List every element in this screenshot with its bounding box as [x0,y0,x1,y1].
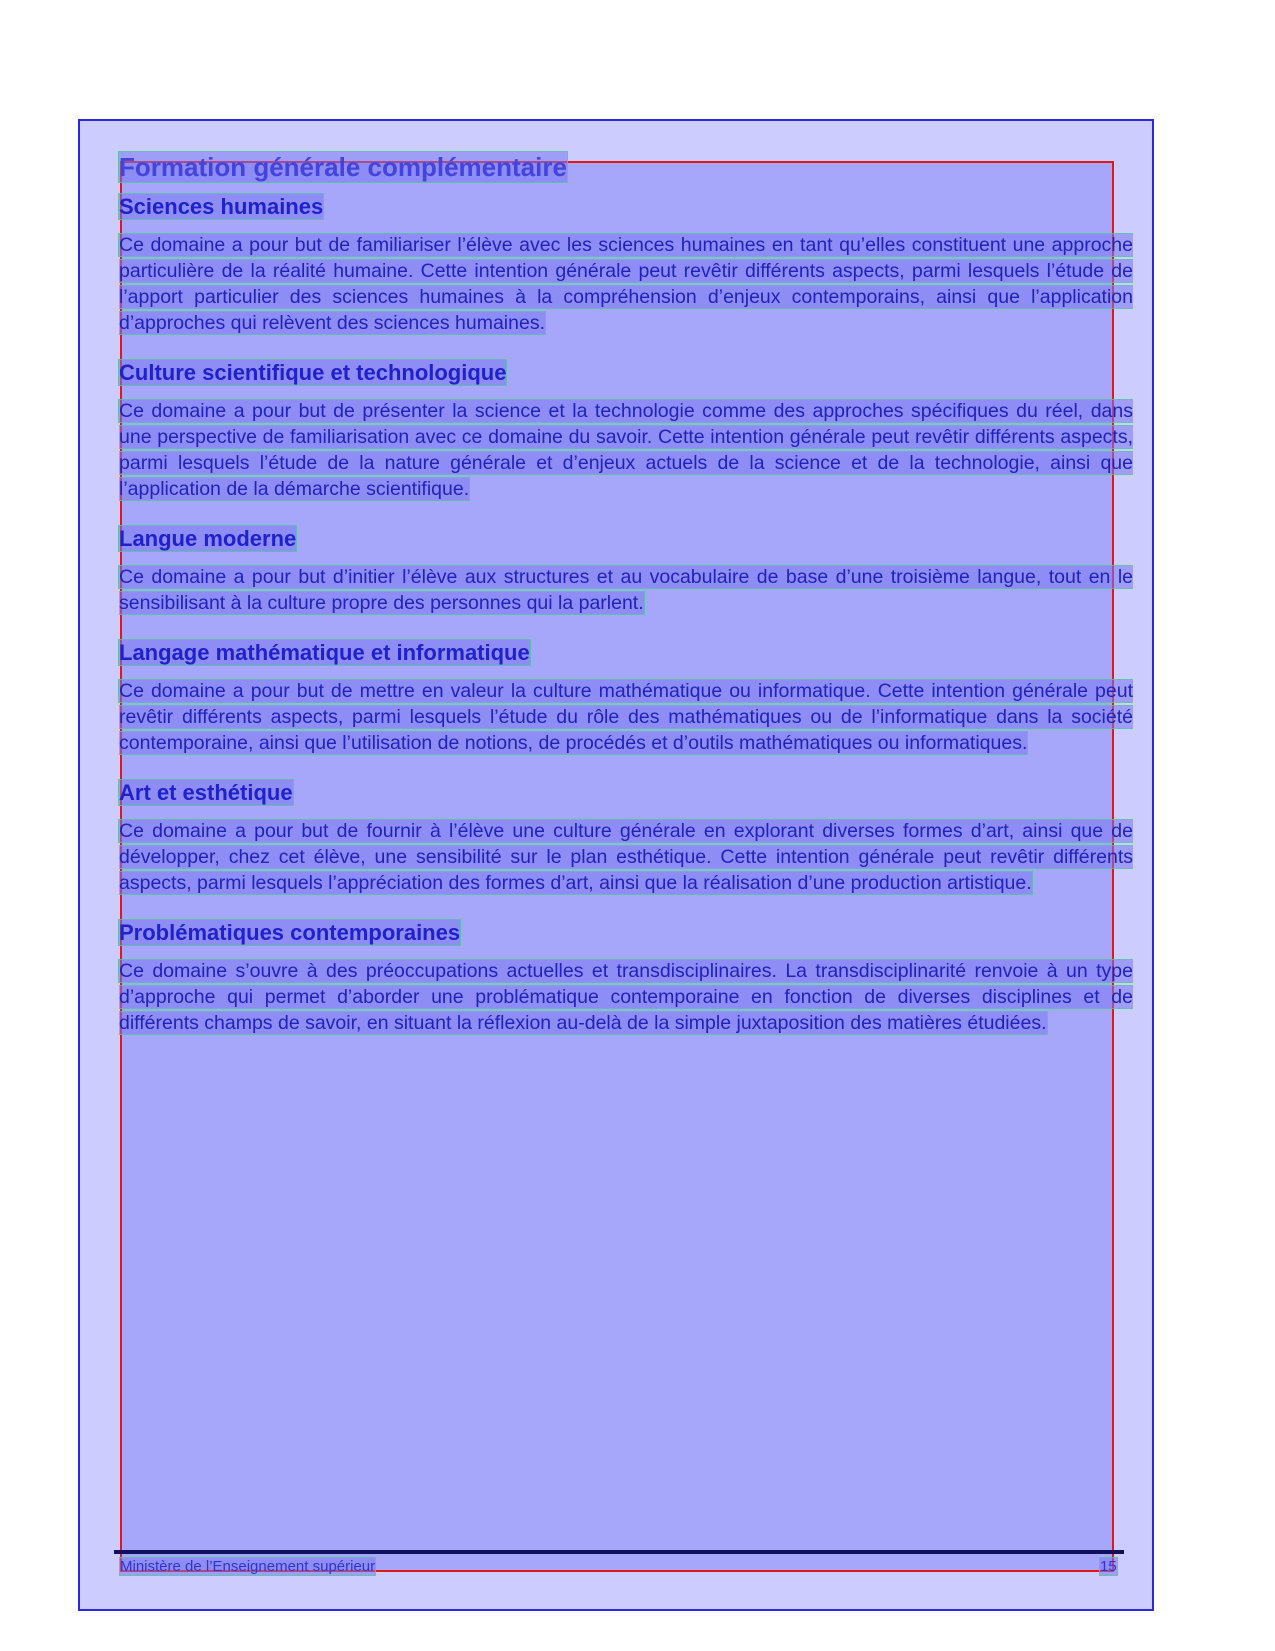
section-heading [119,918,1133,948]
section-body [119,958,1133,1036]
document-title-text: Formation générale complémentaire [119,152,567,182]
section-langue-moderne [119,524,1133,616]
section-heading [119,524,1133,554]
section-body [119,398,1133,502]
page-number [1100,1558,1117,1575]
document-content [119,150,1133,1036]
section-body [119,818,1133,896]
section-heading [119,778,1133,808]
section-body-text: Ce domaine a pour but de présenter la science et la technologie comme des approches spécifiques du réel, dans une perspective de familiarisation avec ce domaine du savoir. Cette intention générale peut revêtir différents aspects, parmi lesquels l’étude de la nature générale et d’enjeux actuels de la science et de la technologie, ainsi que l’application de la démarche scientifique. [119,400,1133,500]
footer-ministry-text: Ministère de l’Enseignement supérieur [120,1558,376,1575]
section-body-text: Ce domaine a pour but d’initier l’élève aux structures et au vocabulaire de base d’une troisième langue, tout en le sensibilisant à la culture propre des personnes qui la parlent. [119,566,1133,614]
document-title [119,150,1133,184]
section-heading [119,358,1133,388]
section-heading-text: Culture scientifique et technologique [119,360,507,385]
section-heading [119,192,1133,222]
section-heading [119,638,1133,668]
section-art-esthetique [119,778,1133,896]
footer-ministry [120,1558,375,1575]
section-langage-mathematique [119,638,1133,756]
section-body [119,678,1133,756]
section-body-text: Ce domaine a pour but de mettre en valeur la culture mathématique ou informatique. Cette intention générale peut revêtir différents aspects, parmi lesquels l’étude du rôle des mathématiques ou de l’informatique dans la société contemporaine, ainsi que l’utilisation de notions, de procédés et d’outils mathématiques ou informatiques. [119,680,1133,754]
section-heading-text: Art et esthétique [119,780,293,805]
section-sciences-humaines [119,192,1133,336]
section-body [119,564,1133,616]
section-problematiques [119,918,1133,1036]
section-body-text: Ce domaine a pour but de fournir à l’élève une culture générale en explorant diverses formes d’art, ainsi que de développer, chez cet élève, une sensibilité sur le plan esthétique. Cette intention générale peut revêtir différents aspects, parmi lesquels l’appréciation des formes d’art, ainsi que la réalisation d’une production artistique. [119,820,1133,894]
section-heading-text: Sciences humaines [119,194,324,219]
section-body-text: Ce domaine a pour but de familiariser l’élève avec les sciences humaines en tant qu’elles constituent une approche particulière de la réalité humaine. Cette intention générale peut revêtir différents aspects, parmi lesquels l’étude de l’apport particulier des sciences humaines à la compréhension d’enjeux contemporains, ainsi que l’application d’approches qui relèvent des sciences humaines. [119,234,1133,334]
section-heading-text: Langage mathématique et informatique [119,640,530,665]
section-culture-scientifique [119,358,1133,502]
page-number-text: 15 [1100,1558,1117,1575]
footer-rule [114,1550,1124,1554]
section-body [119,232,1133,336]
section-heading-text: Langue moderne [119,526,297,551]
section-heading-text: Problématiques contemporaines [119,920,461,945]
section-body-text: Ce domaine s’ouvre à des préoccupations actuelles et transdisciplinaires. La transdisciplinarité renvoie à un type d’approche qui permet d’aborder une problématique contemporaine en fonction de diverses disciplines et de différents champs de savoir, en situant la réflexion au-delà de la simple juxtaposition des matières étudiées. [119,960,1133,1034]
